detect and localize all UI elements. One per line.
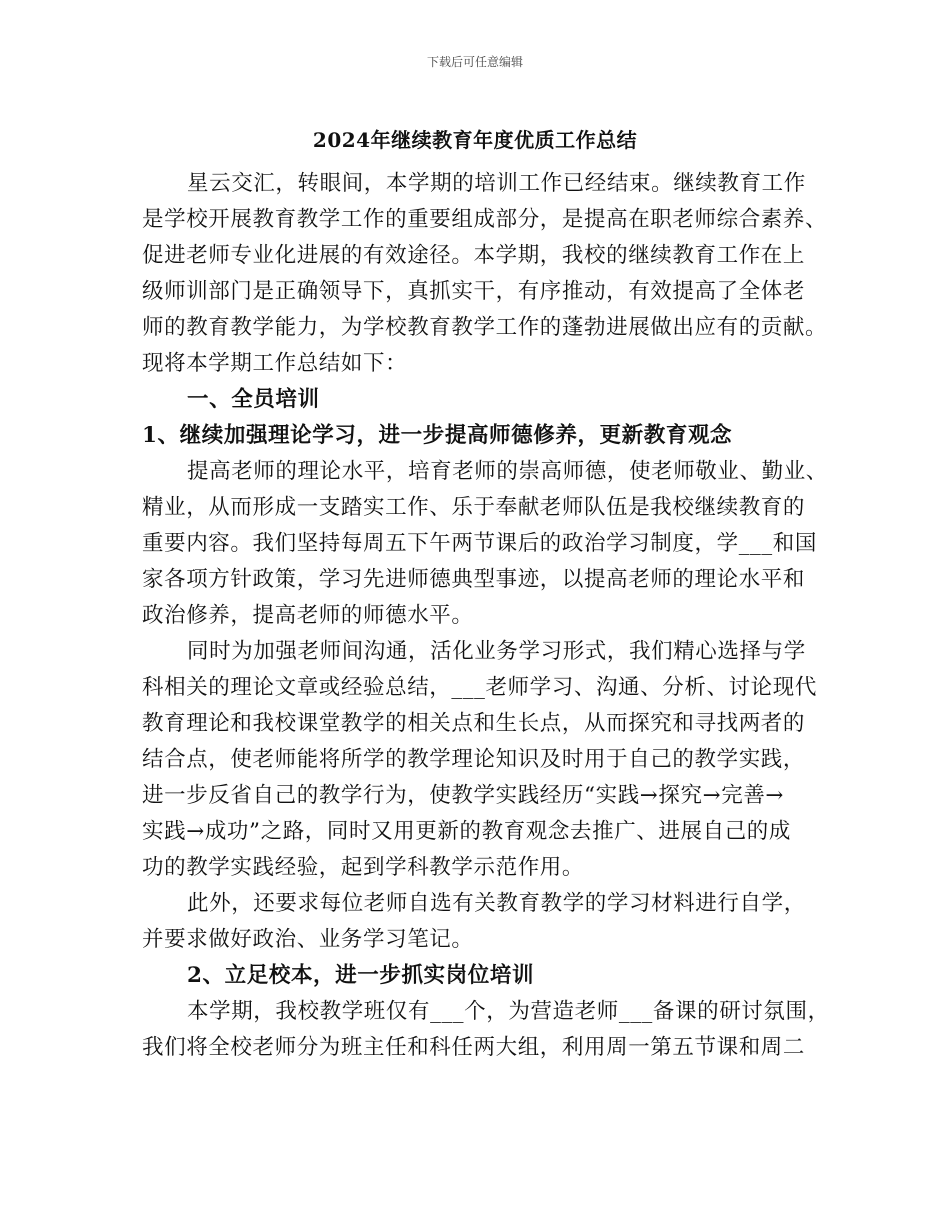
paragraph-intro	[142, 166, 828, 382]
document-title: 2024年继续教育年度优质工作总结	[312, 128, 638, 152]
text-line: 重要内容。我们坚持每周五下午两节课后的政治学习制度，学___和国	[142, 531, 817, 556]
document-body	[142, 166, 830, 1066]
header-note: 下载后可任意编辑	[426, 55, 523, 69]
heading-text: 一、全员培训	[187, 387, 320, 412]
text-line: 功的教学实践经验，起到学科教学示范作用。	[142, 855, 585, 880]
text-line: 政治修养，提高老师的师德水平。	[142, 603, 474, 628]
text-line: 科相关的理论文章或经验总结，___老师学习、沟通、分析、讨论现代	[142, 675, 817, 700]
text-line: 同时为加强老师间沟通，活化业务学习形式，我们精心选择与学	[187, 639, 806, 664]
text-line: 星云交汇，转眼间，本学期的培训工作已经结束。继续教育工作	[187, 171, 806, 196]
paragraph	[142, 994, 830, 1066]
text-line: 进一步反省自己的教学行为，使教学实践经历“实践→探究→完善→	[142, 783, 785, 808]
text-line: 家各项方针政策，学习先进师德典型事迹，以提高老师的理论水平和	[142, 567, 806, 592]
paragraph	[142, 634, 817, 886]
heading-text: 1、继续加强理论学习，进一步提高师德修养，更新教育观念	[142, 423, 733, 448]
text-line: 师的教育教学能力，为学校教育教学工作的蓬勃进展做出应有的贡献。	[142, 315, 828, 340]
paragraph	[142, 454, 828, 634]
section-heading	[142, 382, 812, 418]
text-line: 现将本学期工作总结如下：	[142, 351, 408, 376]
text-line: 级师训部门是正确领导下，真抓实干，有序推动，有效提高了全体老	[142, 279, 806, 304]
heading-text: 2、立足校本，进一步抓实岗位培训	[187, 963, 535, 988]
text-line: 精业，从而形成一支踏实工作、乐于奉献老师队伍是我校继续教育的	[142, 495, 806, 520]
text-line: 我们将全校老师分为班主任和科任两大组，利用周一第五节课和周二	[142, 1035, 806, 1060]
text-line: 是学校开展教育教学工作的重要组成部分，是提高在职老师综合素养、	[142, 207, 828, 232]
text-line: 本学期，我校教学班仅有___个，为营造老师___备课的研讨氛围，	[187, 999, 830, 1024]
text-line: 实践→成功”之路，同时又用更新的教育观念去推广、进展自己的成	[142, 819, 792, 844]
text-line: 提高老师的理论水平，培育老师的崇高师德，使老师敬业、勤业、	[187, 459, 828, 484]
text-line: 促进老师专业化进展的有效途径。本学期，我校的继续教育工作在上	[142, 243, 806, 268]
subsection-heading	[142, 418, 812, 454]
text-line: 教育理论和我校课堂教学的相关点和生长点，从而探究和寻找两者的	[142, 711, 806, 736]
text-line: 并要求做好政治、业务学习笔记。	[142, 927, 474, 952]
text-line: 结合点，使老师能将所学的教学理论知识及时用于自己的教学实践，	[142, 747, 806, 772]
text-line: 此外，还要求每位老师自选有关教育教学的学习材料进行自学，	[187, 891, 806, 916]
subsection-heading	[142, 958, 812, 994]
paragraph	[142, 886, 812, 958]
